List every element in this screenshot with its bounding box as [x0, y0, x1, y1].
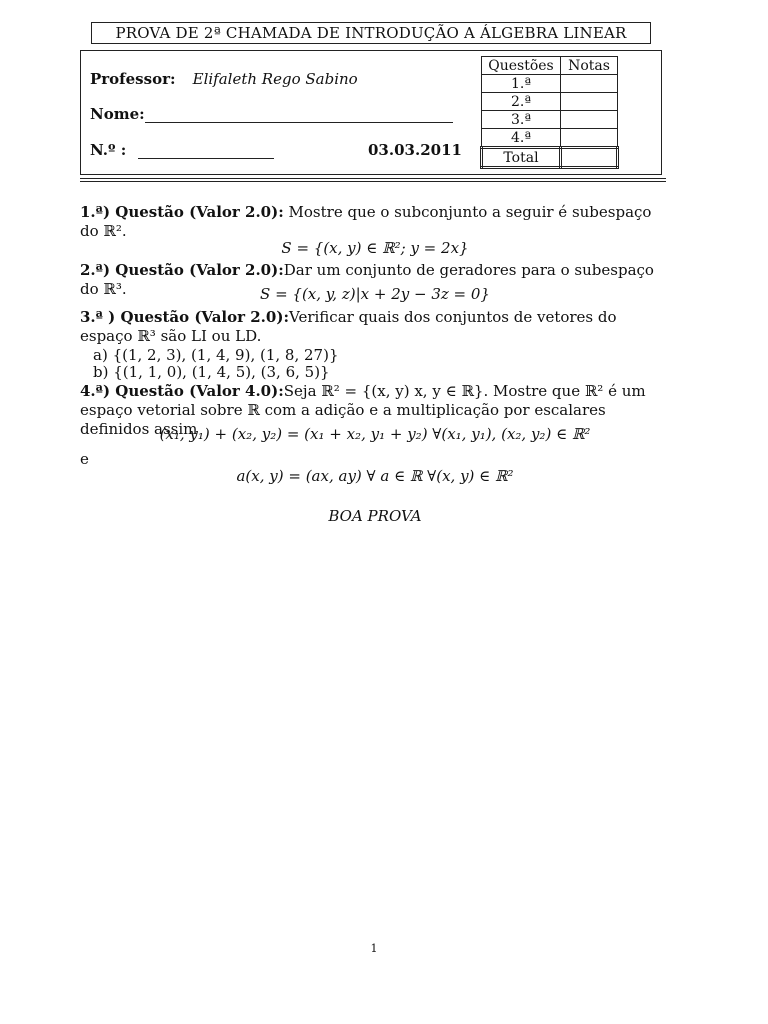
question-1: [80, 203, 670, 241]
grades-row: [482, 93, 618, 111]
professor-name: Elifaleth Rego Sabino: [192, 70, 358, 88]
question-2-formula: S = {(x, y, z)|x + 2y − 3z = 0}: [260, 285, 490, 303]
closing-text: BOA PROVA: [328, 507, 422, 525]
number-field[interactable]: [138, 144, 274, 159]
question-2-text: Dar um conjunto de geradores para o subespaço do ℝ³.: [80, 261, 654, 298]
question-2-label: 2.ª) Questão (Valor 2.0):: [80, 261, 284, 279]
grades-header-notas: Notas: [561, 57, 618, 75]
grades-cell[interactable]: [561, 75, 618, 93]
number-label: N.º :: [90, 141, 127, 159]
question-4-formula-2: a(x, y) = (ax, ay) ∀ a ∈ ℝ ∀(x, y) ∈ ℝ²: [236, 467, 514, 485]
grades-cell[interactable]: [561, 93, 618, 111]
question-3-item-b: b) {(1, 1, 0), (1, 4, 5), (3, 6, 5)}: [93, 363, 330, 381]
number-row: [90, 141, 274, 159]
question-4-text: Seja ℝ² = {(x, y) x, y ∈ ℝ}. Mostre que ℝ² é um espaço vetorial sobre ℝ com a adição e a multiplicação por escalares definidos assim: [80, 382, 646, 438]
question-1-label: 1.ª) Questão (Valor 2.0):: [80, 203, 284, 221]
grades-row-label: 4.ª: [482, 129, 561, 148]
grades-cell[interactable]: [561, 111, 618, 129]
question-3-label: 3.ª ) Questão (Valor 2.0):: [80, 308, 289, 326]
question-3-text: Verificar quais dos conjuntos de vetores do espaço ℝ³ são LI ou LD.: [80, 308, 617, 345]
grades-header-questoes: Questões: [482, 57, 561, 75]
question-1-formula: S = {(x, y) ∈ ℝ²; y = 2x}: [281, 239, 469, 257]
grades-header-row: [482, 57, 618, 75]
grades-row-label: 2.ª: [482, 93, 561, 111]
grades-total-cell[interactable]: [561, 148, 618, 168]
name-label: Nome:: [90, 105, 145, 123]
grades-total-row: [482, 148, 618, 168]
grades-row: [482, 111, 618, 129]
question-3-item-a: a) {(1, 2, 3), (1, 4, 9), (1, 8, 27)}: [93, 346, 339, 364]
name-field[interactable]: [145, 108, 453, 123]
exam-title: PROVA DE 2ª CHAMADA DE INTRODUÇÃO A ÁLGEBRA LINEAR: [91, 22, 651, 44]
question-4-label: 4.ª) Questão (Valor 4.0):: [80, 382, 284, 400]
question-4-formula-1: (x₁, y₁) + (x₂, y₂) = (x₁ + x₂, y₁ + y₂) ∀(x₁, y₁), (x₂, y₂) ∈ ℝ²: [159, 425, 591, 443]
grades-row: [482, 75, 618, 93]
question-4-conjunction: e: [80, 450, 89, 468]
grades-cell[interactable]: [561, 129, 618, 148]
grades-row: [482, 129, 618, 148]
exam-date: 03.03.2011: [368, 141, 462, 159]
question-3: [80, 308, 670, 346]
page-number: 1: [370, 942, 378, 955]
grades-row-label: 1.ª: [482, 75, 561, 93]
grades-table: [480, 56, 619, 169]
question-1-text: Mostre que o subconjunto a seguir é subespaço do ℝ².: [80, 203, 652, 240]
professor-label: Professor:: [90, 70, 176, 88]
name-row: [90, 105, 453, 123]
grades-row-label: 3.ª: [482, 111, 561, 129]
grades-total-label: Total: [482, 148, 561, 168]
professor-row: [90, 69, 358, 88]
separator-rule: [80, 178, 666, 179]
separator-rule: [80, 181, 666, 182]
